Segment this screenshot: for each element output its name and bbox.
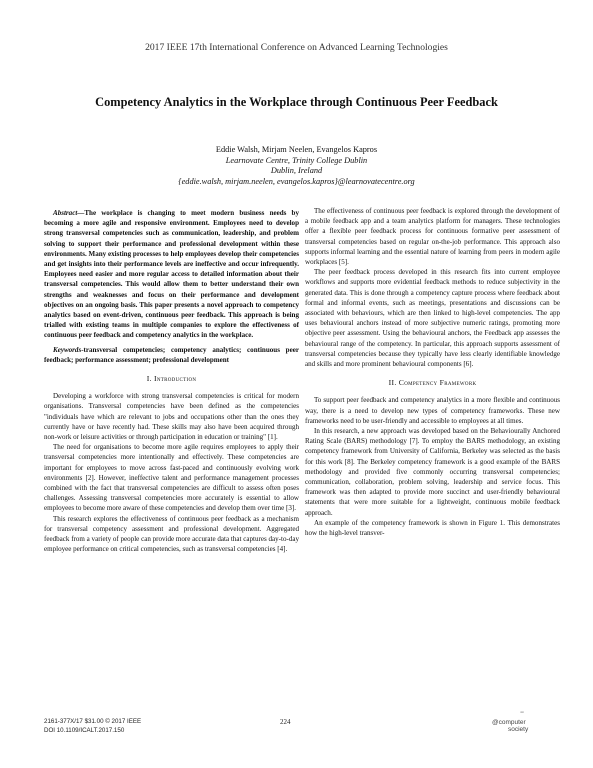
footer-issn: 2161-377X/17 $31.00 © 2017 IEEE <box>44 718 142 725</box>
framework-paragraph-1: To support peer feedback and competency analytics in a more flexible and continuous way, there is a need to develop new types of competency frameworks. These new frameworks need to be user-friendly and accessible to employees at all times. <box>305 396 560 425</box>
section-heading-competency-framework: II. Competency Framework <box>388 378 477 388</box>
intro-paragraph-2: The need for organisations to become more agile requires employees to apply their transversal competencies more intentionally and effectively. These competencies are important for employees to move across fast-paced and continuously evolving work environments [2]. However, ineffective talent and performance management processes combined with the fact that transversal competencies are difficult to assess often poses challenges. Assessing transversal competencies more accurately is essential to allow employees to become more aware of these competencies and develop them over time [3]. <box>44 443 299 513</box>
keywords-text: -transversal competencies; competency analytics; continuous peer feedback; performance assessment; professional development <box>44 345 299 364</box>
affiliation-line-1: Learnovate Centre, Trinity College Dublin <box>225 155 368 165</box>
right-paragraph-1: The effectiveness of continuous peer feedback is explored through the development of a mobile feedback app and a team analytics platform for managers. These technologies offer a flexible peer feedback process for continuous formative peer assessment of transversal competencies based on regular on-the-job performance. This approach also supports informal learning and the essential nature of learning from peers in modern agile workplaces [5]. <box>305 207 560 267</box>
logo-at-icon: @ <box>492 719 499 726</box>
framework-paragraph-3: An example of the competency framework is shown in Figure 1. This demonstrates how the high-level transver- <box>305 518 560 538</box>
paper-title: Competency Analytics in the Workplace through Continuous Peer Feedback <box>95 95 498 109</box>
affiliation-line-2: Dublin, Ireland <box>270 166 323 176</box>
footer-copyright <box>44 718 141 735</box>
ieee-computer-society-logo-icon <box>492 710 554 736</box>
left-column <box>44 208 299 555</box>
intro-paragraph-3: This research explores the effectiveness of continuous peer feedback as a mechanism for transversal competency assessment and professional development. Aggregated feedback from a variety of people can provide more accurate data that captures day-to-day employee performance on critical competencies, such as transversal competencies [4]. <box>44 514 299 554</box>
footer-doi: DOI 10.1109/ICALT.2017.150 <box>44 726 125 734</box>
author-block <box>0 145 593 188</box>
keywords <box>44 345 299 365</box>
logo-text <box>492 719 528 733</box>
right-paragraph-2: The peer feedback process developed in this research fits into current employee workflows and supports more evidential feedback methods to reduce subjectivity in the generated data. This is done through a competency capture process where feedback about formal and informal events, such as meetings, presentations and discussions can be associated with behaviours, which are then linked to high-level competencies. The app uses behavioural anchors instead of more subjective numeric ratings, promoting more objective peer assessment. Using the behavioural anchors, the Feedback app assesses the behavioural range of the competency. In particular, this approach supports assessment of transversal competencies because they typically have less clearly identifiable knowledge and skills and more prominent behavioural components [6]. <box>305 268 560 369</box>
page-number: 224 <box>280 718 291 726</box>
logo-dots-icon: ◦◦◦ <box>520 710 524 716</box>
keywords-label: Keywords <box>53 345 82 354</box>
section-heading-introduction: I. Introduction <box>146 374 197 384</box>
author-names: Eddie Walsh, Mirjam Neelen, Evangelos Kapros <box>215 145 378 154</box>
right-column <box>305 206 560 538</box>
abstract-label: Abstract <box>53 209 78 217</box>
framework-paragraph-2: In this research, a new approach was developed based on the Behaviourally Anchored Rating Scale (BARS) methodology [7]. To employ the BARS methodology, an existing competency framework from University of California, Berkeley was selected as the basis for this work [8]. The Berkeley competency framework is a good example of the BARS methodology and provided five commonly occurring transversal competencies; communication, collaboration, problem solving, leadership and service focus. This framework was then adapted to provide more succinct and user-friendly behavioural statements that were more suitable for a lightweight, continuous mobile feedback approach. <box>305 427 560 517</box>
logo-line-2: society <box>508 726 529 733</box>
intro-paragraph-1: Developing a workforce with strong transversal competencies is critical for modern organisations. Transversal competencies have been defined as the competencies "individuals have which are relevant to jobs and occupations other than the ones they currently have or have recently had. These skills may also have been acquired through non-work or leisure activities or through participation in education or training" [1]. <box>44 392 299 442</box>
abstract <box>44 208 299 341</box>
conference-header: 2017 IEEE 17th International Conference on Advanced Learning Technologies <box>145 42 448 53</box>
author-emails: {eddie.walsh, mirjam.neelen, evangelos.kapros}@learnovatecentre.org <box>178 177 415 187</box>
abstract-text: —The workplace is changing to meet modern business needs by becoming a more agile and responsive environment. Employees need to develop strong transversal competencies such as communication, leadership, and problem solving to support their performance and professional development within these environments. Many existing processes to help employees develop their competencies and get insights into their performance levels are ineffective and occur infrequently. Employees need easier and more regular access to detailed information about their transversal competencies. This would allow them to better understand their own strengths and weaknesses and focus on their performance and development objectives on an ongoing basis. This paper presents a novel approach to competency analytics based on event-driven, continuous peer feedback. This approach is being trialled with existing teams in multiple companies to explore the effectiveness of continuous peer feedback and competency analytics in the workplace. <box>44 209 299 340</box>
logo-line-1: computer <box>498 719 526 726</box>
